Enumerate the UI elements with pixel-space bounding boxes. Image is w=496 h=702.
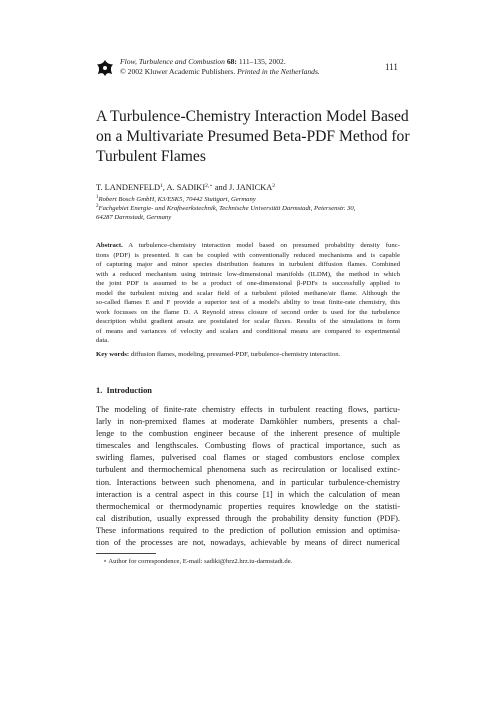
body-line: tion of the processes are not, nowadays, achievable by means of direct numerical <box>96 538 400 548</box>
author-affil-mark: 1 <box>160 183 163 189</box>
body-line: These informations required to the prediction of pollution emission and optimisa- <box>96 525 400 535</box>
body-line: tion. Interactions between such phenomena, and in particular turbulence-chemistry <box>96 477 400 487</box>
body-line: cal distribution, usually expressed through the probability density function (PDF). <box>96 513 400 523</box>
journal-pages: 111–135, 2002. <box>238 57 286 66</box>
abstract-line: description whilst gradient ansatz are postulated for scalar fluxes. Results of the simulations in form <box>96 318 400 326</box>
body-line: The modeling of finite-rate chemistry effects in turbulent reacting flows, particu- <box>96 405 400 414</box>
journal-name: Flow, Turbulence and Combustion <box>120 57 225 66</box>
affiliation-1: $^1$Robert Bosch GmbH, K3/ESK5, 70442 Stuttgart, Germany <box>96 195 256 203</box>
journal-copyright: © 2002 Kluwer Academic Publishers. <box>120 67 236 76</box>
body-line: interaction is a central aspect in this course [1] in which the calculation of mean <box>96 489 400 499</box>
journal-volume: 68 <box>226 57 235 66</box>
abstract-line: the joint PDF is assumed to be a product of one-dimensional β-PDFs is successfully applied to <box>96 280 400 288</box>
footnote <box>103 557 292 565</box>
body-line: thermochemical or thermodynamic properties requires knowledge on the statisti- <box>96 501 400 511</box>
body-line: lenge to the combustion engineer because of the inherent presence of multiple <box>96 429 400 439</box>
author-name: , A. SADIKI <box>162 183 206 192</box>
publisher-logo-icon <box>96 59 114 77</box>
section-number: 1. <box>96 386 103 395</box>
abstract-line: work focusses on the flame D. A Reynold stress closure of second order is used for the turbulence <box>96 308 400 316</box>
keywords-label: Key words: <box>96 351 130 358</box>
abstract-line: with a reduced mechanism using intrinsic low-dimensional manifolds (ILDM), the method in which <box>96 270 400 278</box>
keywords-text: diffusion flames, modeling, presumed-PDF, turbulence-chemistry interaction. <box>129 351 341 358</box>
abstract-line: tions (PDF) is presented. It can be coupled with conventionally reduced mechanisms and is capable <box>96 251 400 259</box>
article-title <box>96 107 416 167</box>
author-affil-mark: 2,⋆ <box>205 183 213 189</box>
abstract-line: so-called flames E and F provide a superior test of a model's ability to treat finite-rate chemistry, this <box>96 299 400 307</box>
footnote-rule <box>96 553 156 554</box>
footnote-text: Author for correspondence, E-mail: sadiki@hrz2.hrz.tu-darmstadt.de. <box>107 558 293 565</box>
author-name: and J. JANICKA <box>212 183 273 192</box>
keywords <box>96 350 400 360</box>
title-line: A Turbulence-Chemistry Interaction Model Based <box>96 108 409 125</box>
footnote-mark: ⋆ <box>103 558 108 565</box>
page-number: 111 <box>385 62 398 72</box>
journal-printed: Printed in the Netherlands. <box>237 67 320 76</box>
abstract-label: Abstract. <box>96 242 123 249</box>
author-list <box>96 181 416 193</box>
body-line: timescales and lengthscales. Combusting flows of practical importance, such as <box>96 441 400 451</box>
abstract: Abstract. A turbulence-chemistry interaction model based on presumed probability density func- tions (PDF) is presented. It can be coupled with conventionally reduced mechanisms and is capable of capturing major and minor species distribution features in turbulent diffusion flames. Combined with a reduced mechanism using intrinsic low-dimensional manifolds (ILDM), the method in which the joint PDF is assumed to be a product of one-dimensional β-PDFs is successfully applied to model the turbulent mixing and scalar field of a turbulent piloted methane/air flame. Although the so-called flames E and F provide a superior test of a model's ability to treat finite-rate chemistry, this work focusses on the flame D. A Reynold stress closure of second order is used for the turbulence description whilst gradient ansatz are postulated for scalar fluxes. Results of the simulations in form of means and variances of velocity and scalars and conditional means are compared to experimental data. <box>96 242 400 345</box>
affiliation-2: $^2$Fachgebiet Energie- und Kraftwerkstechnik, Technische Universität Darmstadt, Petersenstr. 30, 64287 Darmstadt, Germany <box>96 204 356 221</box>
title-line: on a Multivariate Presumed Beta-PDF Method for <box>96 128 410 145</box>
body-line: turbulent and thermochemical phenomena such as recirculation or localised extinc- <box>96 465 400 475</box>
section-title: Introduction <box>106 386 152 395</box>
body-line: larly in non-premixed flames at moderate Damköhler numbers, presents a chal- <box>96 417 400 427</box>
author-affil-mark: 2 <box>272 183 276 189</box>
body-text <box>96 404 400 549</box>
abstract-line: model the turbulent mixing and scalar field of a turbulent piloted methane/air flame. Although the <box>96 289 400 297</box>
title-line: Turbulent Flames <box>96 148 206 165</box>
journal-header: Flow, Turbulence and Combustion 68: 111–135, 2002. © 2002 Kluwer Academic Publishers. Printed in the Netherlands. <box>120 57 320 76</box>
author-name: T. LANDENFELD <box>96 183 161 192</box>
abstract-line: of capturing major and minor species distribution features in turbulent diffusion flames. Combined <box>96 261 400 269</box>
body-line: swirling flames, pulverised coal flames or staged combustors enclose complex <box>96 453 400 463</box>
section-heading <box>96 386 152 395</box>
abstract-line: of means and variances of velocity and scalars and conditional means are compared to experimental <box>96 327 400 335</box>
abstract-line: data. <box>96 337 109 345</box>
